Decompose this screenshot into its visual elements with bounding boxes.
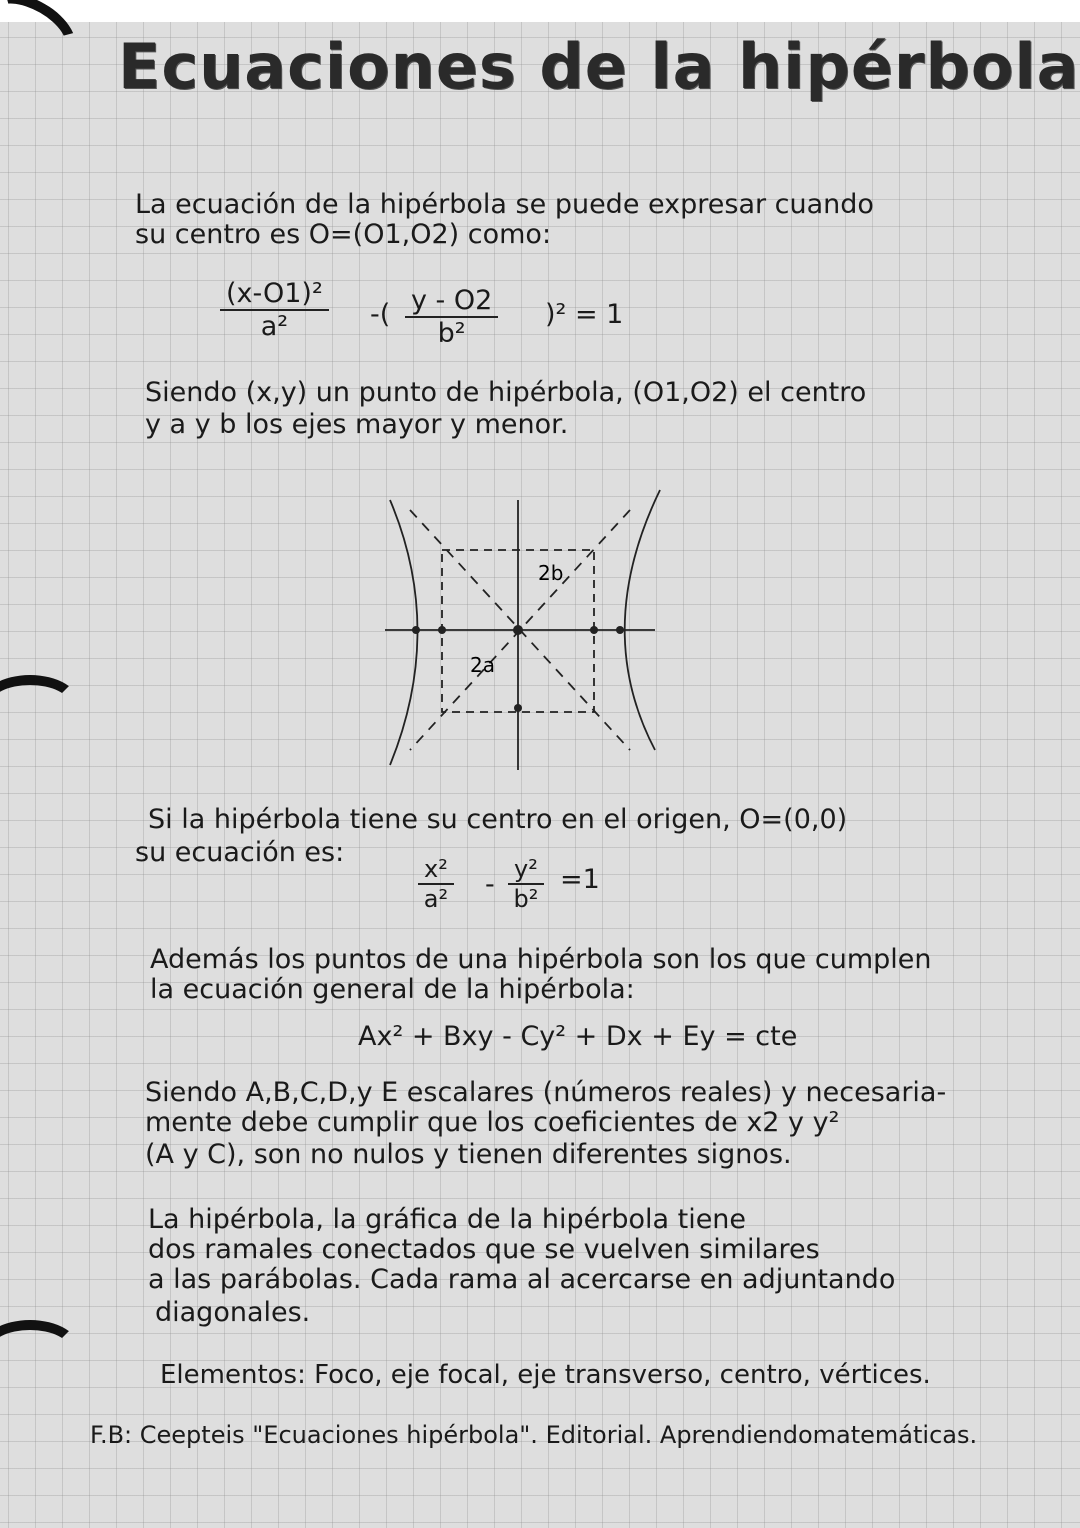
equation-rest: =1 — [560, 864, 600, 895]
page-title: Ecuaciones de la hipérbola — [118, 30, 1080, 103]
denominator: b² — [513, 885, 539, 913]
equation-fraction — [508, 855, 544, 913]
graph-line: dos ramales conectados que se vuelven similares — [148, 1234, 820, 1265]
graph-line: diagonales. — [155, 1297, 311, 1328]
page-top-edge — [0, 0, 1080, 22]
label-2b: 2b — [538, 561, 564, 585]
denominator: b² — [437, 318, 466, 349]
source-line: F.B: Ceepteis "Ecuaciones hipérbola". Editorial. Aprendiendomatemáticas. — [90, 1421, 978, 1449]
center-point — [513, 625, 523, 635]
binder-ring — [0, 1320, 80, 1380]
equation-rest: )² = 1 — [545, 299, 624, 330]
denominator: a² — [423, 885, 449, 913]
equation-fraction — [418, 855, 454, 913]
vertex-point — [590, 626, 598, 634]
numerator: x² — [418, 855, 454, 885]
focus-point — [616, 626, 624, 634]
graph-line: La hipérbola, la gráfica de la hipérbola tiene — [148, 1204, 747, 1235]
scalars-line: mente debe cumplir que los coeficientes de x2 y y² — [145, 1107, 840, 1138]
label-2a: 2a — [470, 653, 495, 677]
intro-line: su centro es O=(O1,O2) como: — [135, 219, 552, 250]
definition-line: Siendo (x,y) un punto de hipérbola, (O1,O2) el centro — [145, 377, 867, 408]
vertex-point — [438, 626, 446, 634]
denominator: a² — [260, 311, 289, 342]
binder-ring — [0, 675, 80, 735]
equation-minus: - — [485, 869, 495, 900]
general-equation: Ax² + Bxy - Cy² + Dx + Ey = cte — [358, 1021, 798, 1052]
co-vertex-point — [514, 704, 522, 712]
origin-line: su ecuación es: — [135, 837, 345, 868]
numerator: y - O2 — [405, 285, 498, 318]
numerator: (x-O1)² — [220, 278, 329, 311]
scalars-line: (A y C), son no nulos y tienen diferentes signos. — [145, 1139, 792, 1170]
graph-line: a las parábolas. Cada rama al acercarse en adjuntando — [148, 1264, 896, 1295]
general-line: Además los puntos de una hipérbola son los que cumplen — [150, 944, 932, 975]
scalars-line: Siendo A,B,C,D,y E escalares (números reales) y necesaria- — [145, 1077, 947, 1108]
origin-line: Si la hipérbola tiene su centro en el origen, O=(0,0) — [148, 804, 848, 835]
equation-fraction — [220, 278, 329, 342]
focus-point — [412, 626, 420, 634]
definition-line: y a y b los ejes mayor y menor. — [145, 409, 569, 440]
intro-line: La ecuación de la hipérbola se puede expresar cuando — [135, 189, 874, 220]
numerator: y² — [508, 855, 544, 885]
elements-line: Elementos: Foco, eje focal, eje transverso, centro, vértices. — [160, 1360, 931, 1390]
equation-fraction — [405, 285, 498, 349]
hyperbola-diagram — [370, 480, 690, 780]
general-line: la ecuación general de la hipérbola: — [150, 974, 635, 1005]
equation-minus: -( — [370, 299, 391, 330]
right-branch — [625, 490, 660, 750]
